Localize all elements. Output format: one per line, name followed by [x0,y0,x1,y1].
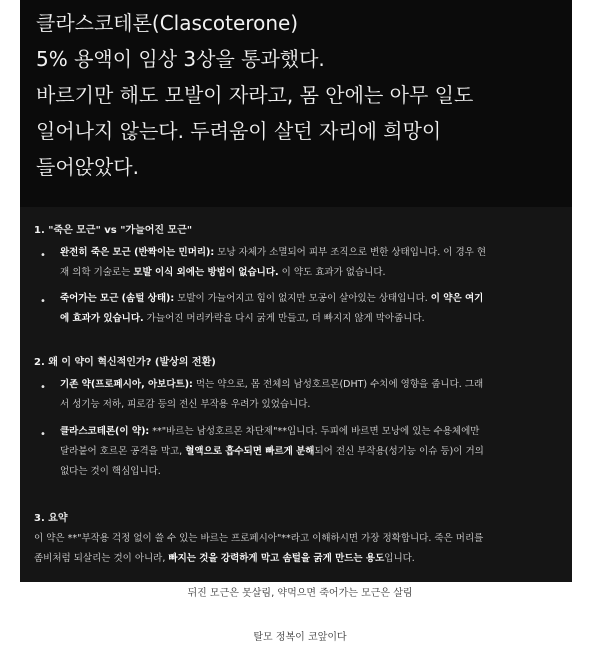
section-2-item-1 [60,375,560,415]
image-caption: 뒤진 모근은 못살림, 약먹으면 죽어가는 모근은 살림 [187,588,413,599]
item-lead: 죽어가는 모근 (솜털 상태): [60,293,175,304]
item-line: 재 의학 기술로는 모발 이식 외에는 방법이 없습니다. 이 약도 효과가 없습니다. [60,267,386,278]
bullet-dot: • [40,296,46,307]
section-3-title: 3. 요약 [34,513,68,524]
hero-text-block [20,0,572,207]
item-lead: 완전히 죽은 모근 (반짝이는 민머리): [60,247,215,258]
section-1-item-1 [60,243,560,283]
post-comment-text: 탈모 정복이 코앞이다 [253,632,347,643]
item-line: 기존 약(프로페시아, 아보다트): 먹는 약으로, 몸 전체의 남성호르몬(DHT) 수치에 영향을 줍니다. 그래 [60,379,484,390]
item-line: 서 성기능 저하, 피로감 등의 전신 부작용 우려가 있었습니다. [60,399,311,410]
hero-line-3: 바르기만 해도 모발이 자라고, 몸 안에는 아무 일도 [36,83,474,107]
item-line: 달라붙어 호르몬 공격을 막고, 혈액으로 흡수되면 빠르게 분해되어 전신 부작용(성기능 이슈 등)이 거의 [60,446,484,457]
section-2-title: 2. 왜 이 약이 혁신적인가? (발상의 전환) [34,357,216,368]
bullet-dot: • [40,250,46,261]
paragraph-line: 이 약은 **"부작용 걱정 없이 쓸 수 있는 바르는 프로페시아"**라고 이해하시면 가장 정확합니다. 죽은 머리를 [34,533,484,544]
hero-line-4: 일어나지 않는다. 두려움이 살던 자리에 희망이 [36,119,442,143]
hero-line-2: 5% 용액이 임상 3상을 통과했다. [36,47,325,71]
item-line: 클라스코테론(이 약): **"바르는 남성호르몬 차단제"**입니다. 두피에 바르면 모낭에 있는 수용체에만 [60,426,480,437]
screenshot-card [20,0,572,582]
item-lead: 기존 약(프로페시아, 아보다트): [60,379,193,390]
section-3-paragraph [34,529,562,569]
item-line: 완전히 죽은 모근 (반짝이는 민머리): 모낭 자체가 소멸되어 피부 조직으로 변한 상태입니다. 이 경우 현 [60,247,487,258]
paragraph-line: 좀비처럼 되살리는 것이 아니라, 빠지는 것을 강력하게 막고 솜털을 굵게 만드는 용도입니다. [34,553,415,564]
item-lead: 클라스코테론(이 약): [60,426,150,437]
hero-line-5: 들어앉았다. [36,155,139,179]
answer-body [20,207,572,582]
item-line: 에 효과가 있습니다. 가늘어진 머리카락을 다시 굵게 만들고, 더 빠지지 않게 막아줍니다. [60,313,425,324]
section-1-item-2 [60,289,560,329]
section-1-title: 1. "죽은 모근" vs "가늘어진 모근" [34,225,193,236]
bullet-dot: • [40,429,46,440]
section-2-item-2 [60,422,560,482]
item-line: 죽어가는 모근 (솜털 상태): 모발이 가늘어지고 힘이 없지만 모공이 살아있는 상태입니다. 이 약은 여기 [60,293,484,304]
item-line: 없다는 것이 핵심입니다. [60,466,161,477]
bullet-dot: • [40,382,46,393]
hero-line-1: 클라스코테론(Clascoterone) [36,11,299,35]
